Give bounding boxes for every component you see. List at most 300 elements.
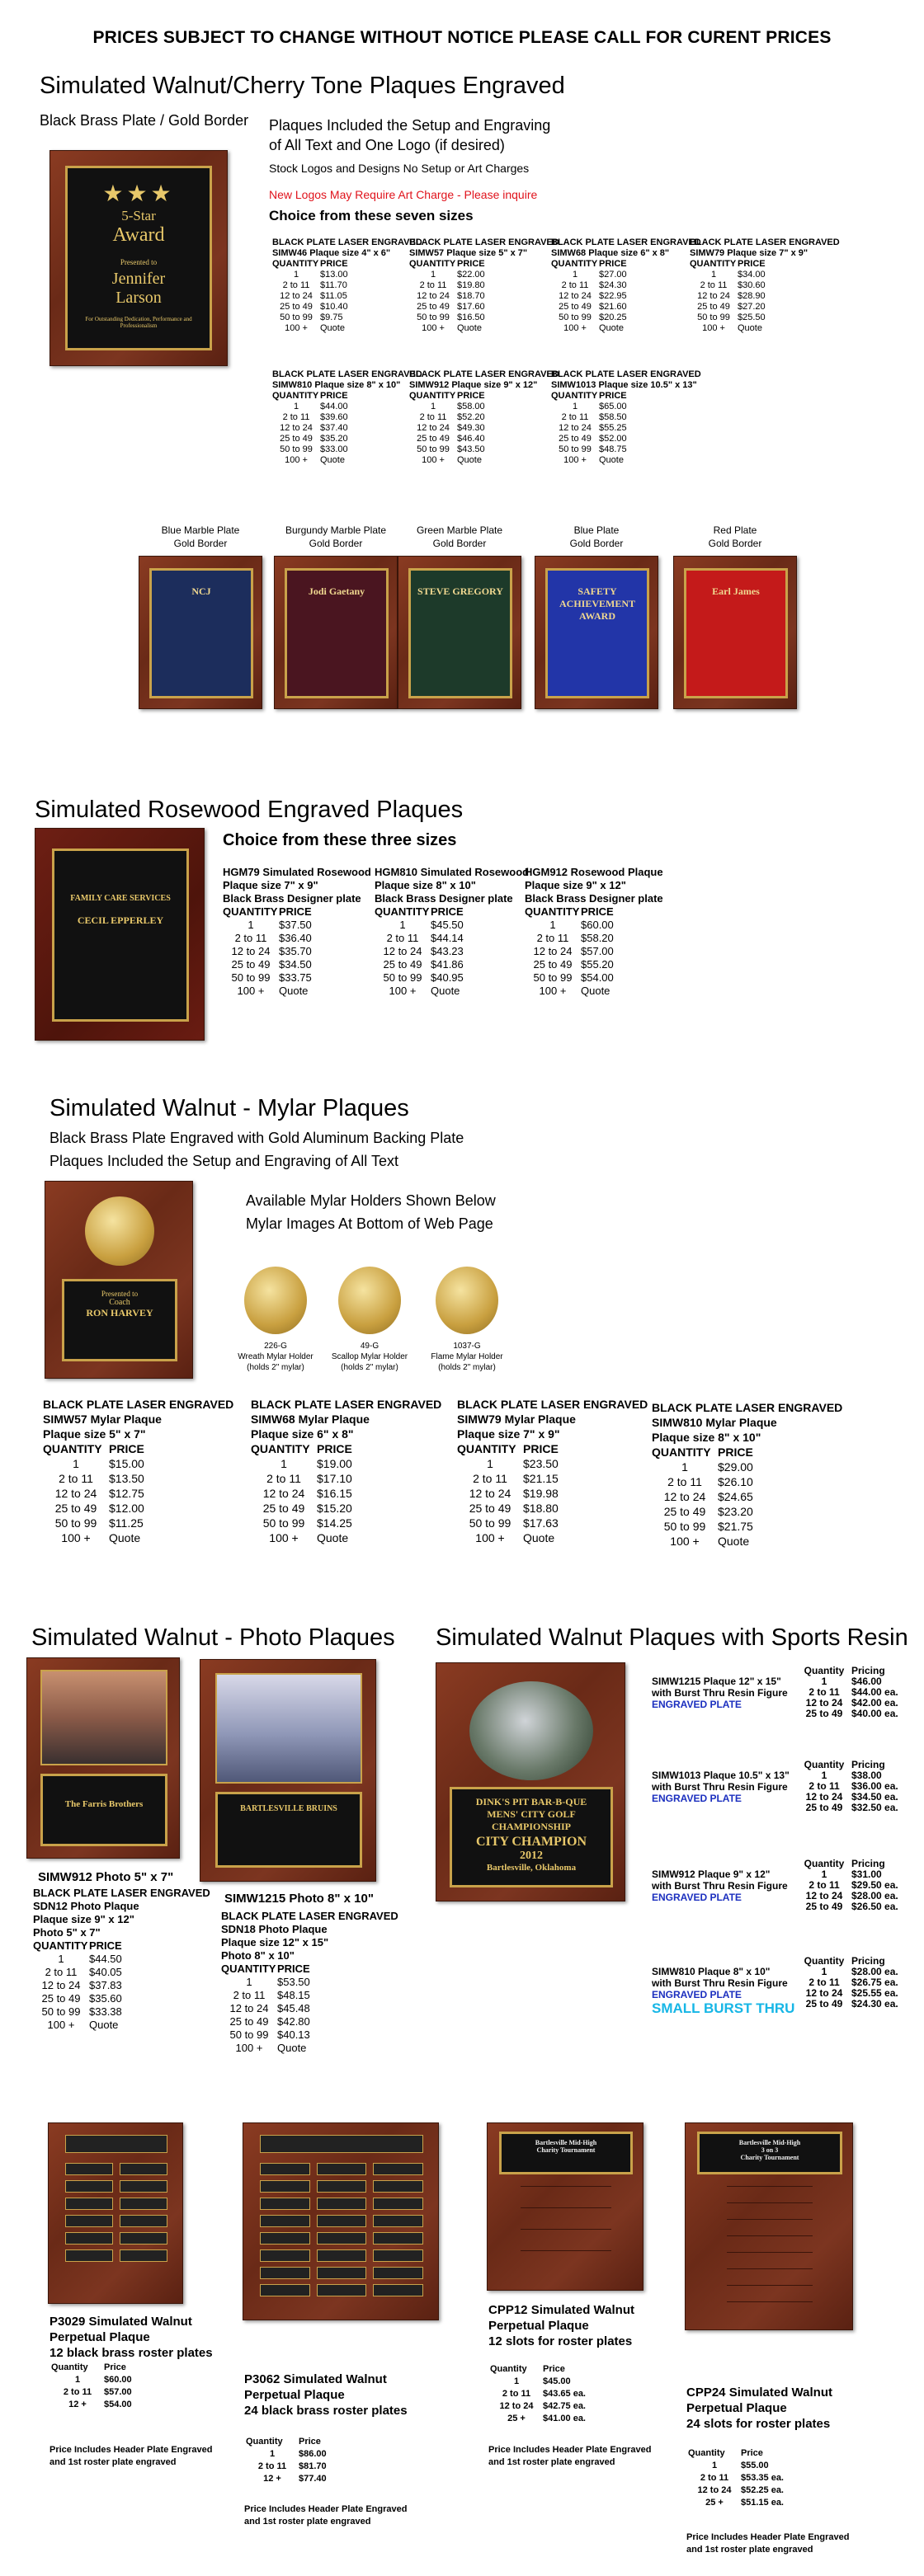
roster-plate: [65, 2215, 113, 2227]
price-cell: $52.25 ea.: [741, 2485, 784, 2495]
quantity-cell: 12 to 24: [262, 1487, 305, 1500]
quantity-cell: 100 +: [563, 455, 587, 465]
price-cell: $41.86: [431, 958, 464, 971]
item-title-line: 24 slots for roster plates: [686, 2417, 831, 2431]
price-row: [652, 1460, 842, 1474]
plate-color-sample: [535, 556, 658, 709]
price-row: [690, 291, 840, 302]
price-table-heading: Plaque size 5" x 7": [43, 1427, 146, 1441]
price-cell: $40.13: [277, 2028, 310, 2041]
price-row: [690, 313, 840, 323]
price-cell: $35.20: [320, 434, 348, 444]
note-line: Price Includes Header Plate Engraved: [244, 2504, 408, 2514]
price-table-heading: SIMW57 Plaque size 5" x 7": [409, 248, 528, 258]
price-table-header: [409, 391, 559, 402]
price-table-heading: SIMW79 Plaque size 7" x 9": [690, 248, 808, 258]
quantity-header: QUANTITY: [272, 259, 319, 269]
price-cell: $86.00: [299, 2449, 327, 2459]
plate-line: Presented to: [120, 258, 158, 266]
price-table: [652, 1400, 842, 1549]
quantity-cell: 1: [821, 1869, 827, 1880]
quantity-cell: 2 to 11: [561, 412, 589, 422]
price-row: [375, 971, 529, 985]
pricing-header-label: Pricing: [851, 1858, 885, 1869]
price-row: [375, 985, 529, 998]
price-cell: $32.50 ea.: [851, 1802, 898, 1813]
price-table-heading: BLACK PLATE LASER ENGRAVED: [652, 1401, 843, 1414]
plate-line: Jodi Gaetany: [308, 585, 365, 597]
roster-plate: [373, 2284, 423, 2296]
price-table-heading: SIMW68 Plaque size 6" x 8": [551, 248, 670, 258]
item-title: SIMW1215 Plaque 12" x 15": [652, 1676, 781, 1687]
price-row: [688, 2472, 784, 2484]
note-line: and 1st roster plate engraved: [50, 2457, 177, 2467]
quantity-cell: 50 to 99: [417, 444, 450, 454]
quantity-cell: 12 to 24: [280, 423, 313, 433]
colored-plate: [149, 568, 253, 698]
quantity-header: Quantity: [490, 2364, 527, 2374]
quantity-header: Quantity: [804, 1759, 845, 1770]
plate-line: RON HARVEY: [86, 1307, 153, 1319]
price-table-header: [690, 259, 840, 270]
price-row: [375, 945, 529, 958]
price-table-header: [221, 1963, 398, 1976]
quantity-header: QUANTITY: [251, 1442, 310, 1455]
price-table: [272, 237, 422, 334]
roster-plate: [373, 2198, 423, 2210]
quantity-cell: 25 to 49: [229, 2015, 269, 2028]
price-row: [33, 1953, 210, 1966]
price-row: [409, 270, 559, 280]
holder-caption: Scallop Mylar Holder: [331, 1352, 408, 1361]
price-cell: $21.75: [718, 1520, 753, 1533]
price-table: [223, 866, 371, 998]
price-cell: $42.00 ea.: [851, 1697, 898, 1709]
price-cell: Quote: [89, 2019, 119, 2031]
price-cell: $29.00: [718, 1460, 753, 1474]
plate-line: NCJ: [191, 585, 211, 597]
quantity-cell: 25 to 49: [41, 1992, 81, 2005]
price-cell: $46.40: [457, 434, 485, 444]
price-cell: $48.75: [599, 444, 627, 454]
price-cell: $33.00: [320, 444, 348, 454]
price-cell: $36.00 ea.: [851, 1780, 898, 1792]
item-title: with Burst Thru Resin Figure: [652, 1781, 788, 1793]
price-table-heading: Plaque size 9" x 12": [525, 879, 626, 891]
quantity-header: QUANTITY: [223, 905, 278, 918]
price-row: [272, 434, 422, 444]
quantity-cell: 12 to 24: [805, 1697, 843, 1709]
quantity-cell: 2 to 11: [808, 1686, 840, 1698]
engraved-plate-label: ENGRAVED PLATE: [652, 1793, 742, 1804]
price-row: [221, 1989, 398, 2002]
price-row: [223, 932, 371, 945]
quantity-cell: 100 +: [61, 1531, 91, 1544]
price-cell: $58.50: [599, 412, 627, 422]
quantity-cell: 50 to 99: [697, 313, 730, 322]
plate-line: Award: [112, 224, 165, 246]
price-table-header: [272, 391, 422, 402]
price-row: [551, 444, 701, 455]
quantity-header: QUANTITY: [551, 391, 598, 401]
quantity-header: QUANTITY: [272, 391, 319, 401]
price-row: [409, 444, 559, 455]
price-cell: $33.75: [279, 971, 312, 984]
price-cell: $16.50: [457, 313, 485, 322]
pricing-header-label: Pricing: [851, 1759, 885, 1770]
price-cell: $30.60: [738, 280, 766, 290]
roster-plate: [373, 2267, 423, 2279]
quantity-cell: 25 to 49: [231, 958, 271, 971]
price-cell: Quote: [457, 323, 482, 333]
price-cell: $44.14: [431, 932, 464, 944]
plate-line: Bartlesville Mid-High: [738, 2139, 801, 2146]
price-table-heading: BLACK PLATE LASER ENGRAVED: [43, 1398, 234, 1411]
quantity-cell: 2 to 11: [257, 2461, 287, 2471]
price-row: [272, 280, 422, 291]
price-row: [690, 323, 840, 334]
item-title: with Burst Thru Resin Figure: [652, 1977, 788, 1989]
small-burst-label: SMALL BURST THRU: [652, 2000, 795, 2016]
price-row: [409, 423, 559, 434]
price-row: [457, 1516, 648, 1530]
quantity-cell: 50 to 99: [663, 1520, 706, 1533]
perpetual-item-title: [244, 2372, 408, 2419]
walnut-award-plaque-image: [50, 150, 228, 366]
roster-slot: [521, 2207, 611, 2208]
price-row: [690, 280, 840, 291]
quantity-cell: 1: [399, 919, 406, 931]
roster-plate: [260, 2215, 310, 2227]
quantity-header: Quantity: [246, 2437, 283, 2447]
roster-plate: [65, 2198, 113, 2210]
price-row: [525, 932, 663, 945]
plate-line: Earl James: [712, 585, 760, 597]
price-row: [551, 323, 701, 334]
price-cell: $58.20: [581, 932, 614, 944]
price-cell: $27.20: [738, 302, 766, 312]
quantity-cell: 100 +: [670, 1535, 700, 1548]
price-cell: $24.65: [718, 1490, 753, 1503]
item-title: SIMW912 Plaque 9" x 12": [652, 1869, 771, 1880]
price-table-heading: Plaque size 12" x 15": [221, 1936, 329, 1948]
price-header: PRICE: [523, 1442, 559, 1455]
plate-line: DINK'S PIT BAR-B-QUE: [475, 1796, 587, 1807]
price-cell: $26.50 ea.: [851, 1901, 898, 1912]
price-table-heading: Photo 8" x 10": [221, 1949, 295, 1962]
price-row: [43, 1516, 233, 1530]
price-cell: $54.00: [581, 971, 614, 984]
plate-line: Charity Tournament: [740, 2154, 799, 2161]
price-cell: $20.25: [599, 313, 627, 322]
price-row: [33, 1966, 210, 1979]
quantity-cell: 100 +: [47, 2019, 75, 2031]
plate-line: Larson: [116, 289, 162, 307]
quantity-cell: 50 to 99: [533, 971, 573, 984]
quantity-cell: 25 to 49: [805, 1802, 843, 1813]
price-header: PRICE: [457, 391, 485, 401]
price-cell: $41.00 ea.: [543, 2414, 586, 2423]
holder-caption: (holds 2" mylar): [341, 1363, 398, 1372]
price-cell: $16.15: [317, 1487, 352, 1500]
price-row: [551, 455, 701, 466]
price-table-heading: BLACK PLATE LASER ENGRAVED: [272, 369, 422, 379]
roster-slot: [521, 2229, 611, 2230]
price-header: PRICE: [581, 905, 614, 918]
quantity-cell: 12 to 24: [231, 945, 271, 957]
roster-plate: [260, 2180, 310, 2193]
setup-note-1: Plaques Included the Setup and Engraving: [269, 117, 551, 134]
quantity-cell: 25 to 49: [469, 1502, 512, 1515]
quantity-cell: 2 to 11: [808, 1879, 840, 1891]
quantity-header: QUANTITY: [409, 391, 456, 401]
price-table: [221, 1910, 398, 2055]
price-row: [490, 2376, 586, 2388]
price-cell: $10.40: [320, 302, 348, 312]
quantity-cell: 1: [487, 1457, 493, 1470]
quantity-cell: 50 to 99: [417, 313, 450, 322]
price-table-heading: Black Brass Designer plate: [223, 892, 361, 905]
item-title-line: Perpetual Plaque: [244, 2388, 345, 2402]
section-title-rosewood: Simulated Rosewood Engraved Plaques: [35, 797, 464, 823]
price-cell: $55.00: [741, 2461, 769, 2470]
item-title-line: 12 black brass roster plates: [50, 2346, 213, 2360]
plate-color-sample: [398, 556, 521, 709]
price-table-heading: Black Brass Designer plate: [525, 892, 663, 905]
price-table: [690, 237, 840, 334]
price-table-heading: SIMW68 Mylar Plaque: [251, 1413, 370, 1426]
price-cell: Quote: [277, 2042, 307, 2054]
note-line: Price Includes Header Plate Engraved: [488, 2445, 652, 2455]
holder-caption: Wreath Mylar Holder: [238, 1352, 314, 1361]
quantity-cell: 12 to 24: [417, 423, 450, 433]
price-table-heading: SDN12 Photo Plaque: [33, 1900, 139, 1912]
quantity-header: QUANTITY: [221, 1963, 276, 1975]
quantity-cell: 1: [74, 2375, 81, 2385]
price-row: [51, 2374, 132, 2386]
quantity-cell: 2 to 11: [282, 412, 310, 422]
plate-line: Bartlesville, Oklahoma: [486, 1863, 577, 1873]
quantity-cell: 1: [572, 270, 578, 280]
price-cell: $21.15: [523, 1472, 559, 1485]
quantity-cell: 25 to 49: [533, 958, 573, 971]
plate-line: CECIL EPPERLEY: [77, 914, 164, 926]
quantity-cell: 12 +: [263, 2474, 281, 2484]
sports-pricing: [797, 1760, 921, 1813]
plate-color-sample: [673, 556, 797, 709]
quantity-cell: 1: [58, 1953, 64, 1965]
quantity-cell: 100 +: [475, 1531, 505, 1544]
perpetual-plaque-image: [487, 2122, 644, 2291]
price-row: [221, 1976, 398, 1989]
engraved-plate-label: ENGRAVED PLATE: [652, 1989, 742, 2000]
price-cell: $25.55 ea.: [851, 1987, 898, 1999]
roster-plate: [317, 2249, 367, 2262]
price-cell: $37.50: [279, 919, 312, 931]
holder-caption: Flame Mylar Holder: [431, 1352, 503, 1361]
price-cell: $42.80: [277, 2015, 310, 2028]
sports-resin-plaque-image: [436, 1662, 625, 1901]
perpetual-plaque-image: [685, 2122, 853, 2330]
price-cell: $43.23: [431, 945, 464, 957]
quantity-cell: 12 to 24: [280, 291, 313, 301]
roster-slot: [727, 2301, 813, 2302]
quantity-cell: 12 to 24: [805, 1890, 843, 1901]
roster-plate: [317, 2198, 367, 2210]
quantity-cell: 2 to 11: [808, 1780, 840, 1792]
price-cell: $19.00: [317, 1457, 352, 1470]
price-row: [223, 985, 371, 998]
mylar-holder-49-g: [338, 1267, 401, 1334]
swatch-caption: Red Plate: [713, 524, 757, 536]
price-header: PRICE: [277, 1963, 310, 1975]
price-table-heading: SIMW57 Mylar Plaque: [43, 1413, 162, 1426]
price-cell: $44.50: [89, 1953, 122, 1965]
price-cell: Quote: [317, 1531, 349, 1544]
roster-plate: [373, 2249, 423, 2262]
price-cell: Quote: [279, 985, 309, 997]
price-table-header: [223, 905, 371, 919]
price-row: [375, 958, 529, 971]
price-row: [551, 291, 701, 302]
price-table-heading: SIMW810 Mylar Plaque: [652, 1416, 777, 1429]
plate-line: 5-Star: [121, 208, 156, 223]
quantity-cell: 1: [73, 1457, 79, 1470]
price-cell: $60.00: [581, 919, 614, 931]
price-row: [272, 444, 422, 455]
swatch-caption: Gold Border: [569, 538, 624, 549]
team-photo: [40, 1670, 167, 1765]
header-plate: [697, 2132, 842, 2174]
quantity-cell: 25 to 49: [54, 1502, 97, 1515]
section-title-photo: Simulated Walnut - Photo Plaques: [31, 1624, 395, 1651]
golfer-resin-figure: [469, 1681, 593, 1780]
price-row: [652, 1504, 842, 1519]
price-header: PRICE: [718, 1445, 753, 1459]
quantity-cell: 100 +: [285, 455, 308, 465]
price-row: [33, 1992, 210, 2005]
quantity-cell: 1: [293, 270, 299, 280]
mylar-medallion: [85, 1196, 154, 1266]
price-cell: $55.20: [581, 958, 614, 971]
mylar-subtitle-1: Black Brass Plate Engraved with Gold Aluminum Backing Plate: [50, 1130, 464, 1146]
rosewood-plaque-image: [35, 828, 205, 1041]
price-row: [272, 270, 422, 280]
price-cell: $35.70: [279, 945, 312, 957]
quantity-cell: 2 to 11: [419, 412, 447, 422]
price-cell: $77.40: [299, 2474, 327, 2484]
price-cell: Quote: [738, 323, 762, 333]
price-header: PRICE: [457, 259, 485, 269]
price-row: [551, 412, 701, 423]
price-header: Price: [543, 2364, 565, 2374]
plate-line: STEVE GREGORY: [417, 585, 503, 597]
price-row: [457, 1471, 648, 1486]
quantity-cell: 1: [821, 1966, 827, 1977]
price-table-heading: Plaque size 7" x 9": [457, 1427, 560, 1441]
quantity-cell: 1: [711, 2461, 718, 2470]
price-row: [457, 1456, 648, 1471]
quantity-cell: 50 to 99: [559, 313, 592, 322]
price-table-header: [43, 1441, 233, 1456]
mylar-images-note: Mylar Images At Bottom of Web Page: [246, 1215, 493, 1232]
roster-plate: [260, 2284, 310, 2296]
price-row: [43, 1501, 233, 1516]
mylar-holder-1037-g: [436, 1267, 498, 1334]
quantity-cell: 2 to 11: [419, 280, 447, 290]
item-title-line: P3029 Simulated Walnut: [50, 2315, 192, 2329]
price-table-header: [457, 1441, 648, 1456]
pricing-header-label: Pricing: [851, 1665, 885, 1676]
section-title-mylar: Simulated Walnut - Mylar Plaques: [50, 1095, 409, 1121]
note-line: and 1st roster plate engraved: [686, 2545, 813, 2555]
quantity-cell: 25 to 49: [417, 302, 450, 312]
price-cell: Quote: [581, 985, 610, 997]
quantity-cell: 2 to 11: [45, 1966, 78, 1978]
price-table-heading: Plaque size 9" x 12": [33, 1913, 134, 1925]
quantity-header: QUANTITY: [43, 1442, 102, 1455]
price-cell: $11.25: [109, 1516, 144, 1530]
price-table: [525, 866, 663, 998]
roster-slot: [727, 2186, 813, 2187]
price-cell: $52.20: [457, 412, 485, 422]
price-notice-banner: PRICES SUBJECT TO CHANGE WITHOUT NOTICE PLEASE CALL FOR CURENT PRICES: [92, 28, 832, 47]
price-table-header: [51, 2362, 132, 2374]
price-cell: $53.50: [277, 1976, 310, 1988]
price-cell: $65.00: [599, 402, 627, 411]
price-cell: $28.00 ea.: [851, 1890, 898, 1901]
price-cell: $53.35 ea.: [741, 2473, 784, 2483]
quantity-header: Quantity: [804, 1858, 845, 1869]
item-title: with Burst Thru Resin Figure: [652, 1880, 788, 1892]
price-table-heading: HGM810 Simulated Rosewood: [375, 866, 530, 878]
price-table-header: [251, 1441, 441, 1456]
roster-plate: [120, 2249, 167, 2262]
price-row: [221, 2042, 398, 2055]
price-includes-note: [488, 2444, 651, 2469]
roster-plate: [65, 2249, 113, 2262]
price-row: [525, 919, 663, 932]
roster-plate: [120, 2232, 167, 2245]
price-cell: $18.80: [523, 1502, 559, 1515]
price-row: [221, 2028, 398, 2042]
sports-item: [652, 1770, 800, 1804]
quantity-cell: 2 to 11: [536, 932, 569, 944]
sports-pricing: [797, 1956, 921, 2010]
price-row: [409, 402, 559, 412]
quantity-cell: 25 to 49: [805, 1901, 843, 1912]
price-cell: Quote: [718, 1535, 750, 1548]
price-row: [51, 2386, 132, 2399]
quantity-cell: 1: [269, 2449, 276, 2459]
price-cell: $26.75 ea.: [851, 1977, 898, 1988]
quantity-cell: 12 to 24: [697, 2485, 732, 2495]
star-icon: ★★★: [102, 181, 175, 207]
quantity-cell: 1: [293, 402, 299, 411]
quantity-cell: 25 to 49: [559, 434, 592, 444]
price-table-header: [688, 2447, 784, 2460]
price-row: [551, 313, 701, 323]
price-header: Price: [741, 2448, 763, 2458]
price-cell: Quote: [457, 455, 482, 465]
price-row: [251, 1516, 441, 1530]
quantity-cell: 100 +: [389, 985, 417, 997]
price-row: [409, 302, 559, 313]
quantity-cell: 25 to 49: [280, 434, 313, 444]
price-cell: $40.00 ea.: [851, 1708, 898, 1719]
price-row: [272, 412, 422, 423]
price-table-heading: Plaque size 8" x 10": [652, 1431, 761, 1444]
